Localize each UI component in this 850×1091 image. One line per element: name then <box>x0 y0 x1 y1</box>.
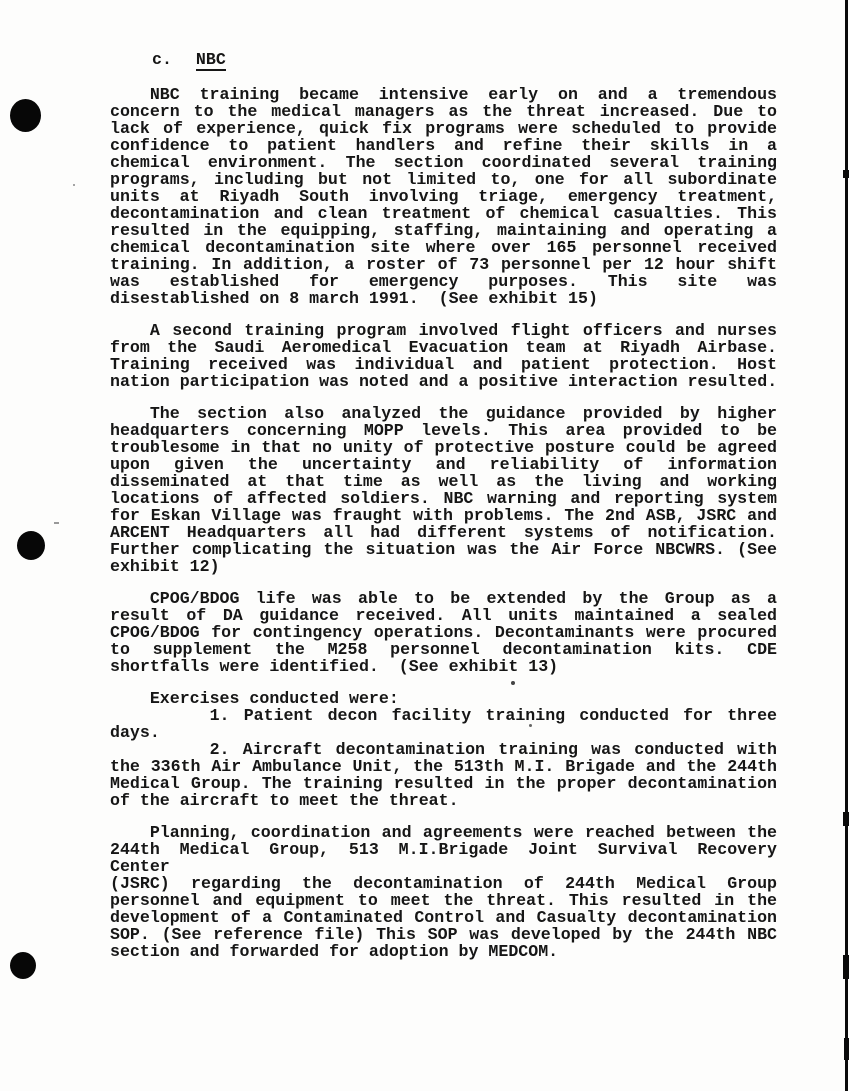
text-line: CPOG/BDOG for contingency operations. Decontaminants were procured <box>110 623 777 642</box>
text-line: troublesome in that no unity of protective posture could be agreed <box>110 438 777 457</box>
text-line: from the Saudi Aeromedical Evacuation team at Riyadh Airbase. <box>110 338 777 357</box>
text-line: decontamination and clean treatment of chemical casualties. This <box>110 204 777 223</box>
scan-edge-artifact <box>844 1038 849 1060</box>
text-line: days. <box>110 723 160 742</box>
scan-edge-artifact <box>843 955 849 979</box>
text-line: Training received was individual and patient protection. Host <box>110 355 777 374</box>
text-line: nation participation was noted and a positive interaction resulted. <box>110 372 778 391</box>
text-line: (JSRC) regarding the decontamination of 244th Medical Group <box>110 874 777 893</box>
text-line: result of DA guidance received. All units maintained a sealed <box>110 606 777 625</box>
scan-speck <box>73 184 75 186</box>
text-line: was established for emergency purposes. This site was <box>110 272 777 291</box>
text-line: SOP. (See reference file) This SOP was developed by the 244th NBC <box>110 925 777 944</box>
text-line: exhibit 12) <box>110 557 220 576</box>
text-line: 244th Medical Group, 513 M.I.Brigade Joint Survival Recovery Center <box>110 840 777 876</box>
text-line: Exercises conducted were: <box>149 689 399 708</box>
punch-hole-middle <box>17 531 45 560</box>
paragraph <box>110 86 777 307</box>
text-line: disseminated at that time as well as the living and working <box>110 472 777 491</box>
section-number: c. <box>152 50 172 69</box>
text-line: Medical Group. The training resulted in the proper decontamination <box>110 774 777 793</box>
text-line: for Eskan Village was fraught with problems. The 2nd ASB, JSRC and <box>110 506 777 525</box>
paragraph <box>110 322 777 390</box>
paragraph <box>110 405 777 575</box>
paragraph <box>110 590 777 675</box>
text-line: headquarters concerning MOPP levels. This area provided to be <box>110 421 777 440</box>
text-line: training. In addition, a roster of 73 personnel per 12 hour shift <box>110 255 777 274</box>
text-line: the 336th Air Ambulance Unit, the 513th M.I. Brigade and the 244th <box>110 757 777 776</box>
text-line: concern to the medical managers as the threat increased. Due to <box>110 102 777 121</box>
text-line: locations of affected soldiers. NBC warning and reporting system <box>110 489 777 508</box>
text-line: chemical environment. The section coordinated several training <box>110 153 777 172</box>
text-line: upon given the uncertainty and reliability of information <box>110 455 777 474</box>
text-line: to supplement the M258 personnel decontamination kits. CDE <box>110 640 777 659</box>
text-line: 1. Patient decon facility training conducted for three <box>209 706 777 725</box>
text-line: ARCENT Headquarters all had different systems of notification. <box>110 523 777 542</box>
section-heading <box>110 51 777 71</box>
text-line: resulted in the equipping, staffing, maintaining and operating a <box>110 221 777 240</box>
text-line: lack of experience, quick fix programs were scheduled to provide <box>110 119 777 138</box>
text-line: section and forwarded for adoption by MEDCOM. <box>110 942 559 961</box>
scan-edge-artifact <box>843 170 849 178</box>
text-line: units at Riyadh South involving triage, emergency treatment, <box>110 187 777 206</box>
document-body <box>110 86 777 960</box>
text-line: chemical decontamination site where over 165 personnel received <box>110 238 777 257</box>
text-line: Planning, coordination and agreements were reached between the <box>149 823 777 842</box>
text-line: NBC training became intensive early on and a tremendous <box>149 85 777 104</box>
punch-hole-top <box>10 99 41 132</box>
paragraph <box>110 690 777 809</box>
text-line: programs, including but not limited to, one for all subordinate <box>110 170 777 189</box>
scan-edge-artifact <box>843 812 849 826</box>
text-line: 2. Aircraft decontamination training was conducted with <box>209 740 777 759</box>
scan-edge-line <box>845 0 848 1091</box>
text-line: confidence to patient handlers and refine their skills in a <box>110 136 777 155</box>
document-text <box>110 51 777 975</box>
paragraph <box>110 824 777 960</box>
text-line: A second training program involved flight officers and nurses <box>149 321 777 340</box>
section-title: NBC <box>195 50 226 69</box>
text-line: development of a Contaminated Control and Casualty decontamination <box>110 908 777 927</box>
text-line: of the aircraft to meet the threat. <box>110 791 459 810</box>
text-line: Further complicating the situation was the Air Force NBCWRS. (See <box>110 540 777 559</box>
text-line: personnel and equipment to meet the threat. This resulted in the <box>110 891 777 910</box>
text-line: shortfalls were identified. (See exhibit 13) <box>110 657 559 676</box>
text-line: The section also analyzed the guidance provided by higher <box>149 404 777 423</box>
scan-speck <box>54 522 59 524</box>
text-line: disestablished on 8 march 1991. (See exhibit 15) <box>110 289 598 308</box>
text-line: CPOG/BDOG life was able to be extended by the Group as a <box>149 589 777 608</box>
punch-hole-bottom <box>10 952 36 979</box>
